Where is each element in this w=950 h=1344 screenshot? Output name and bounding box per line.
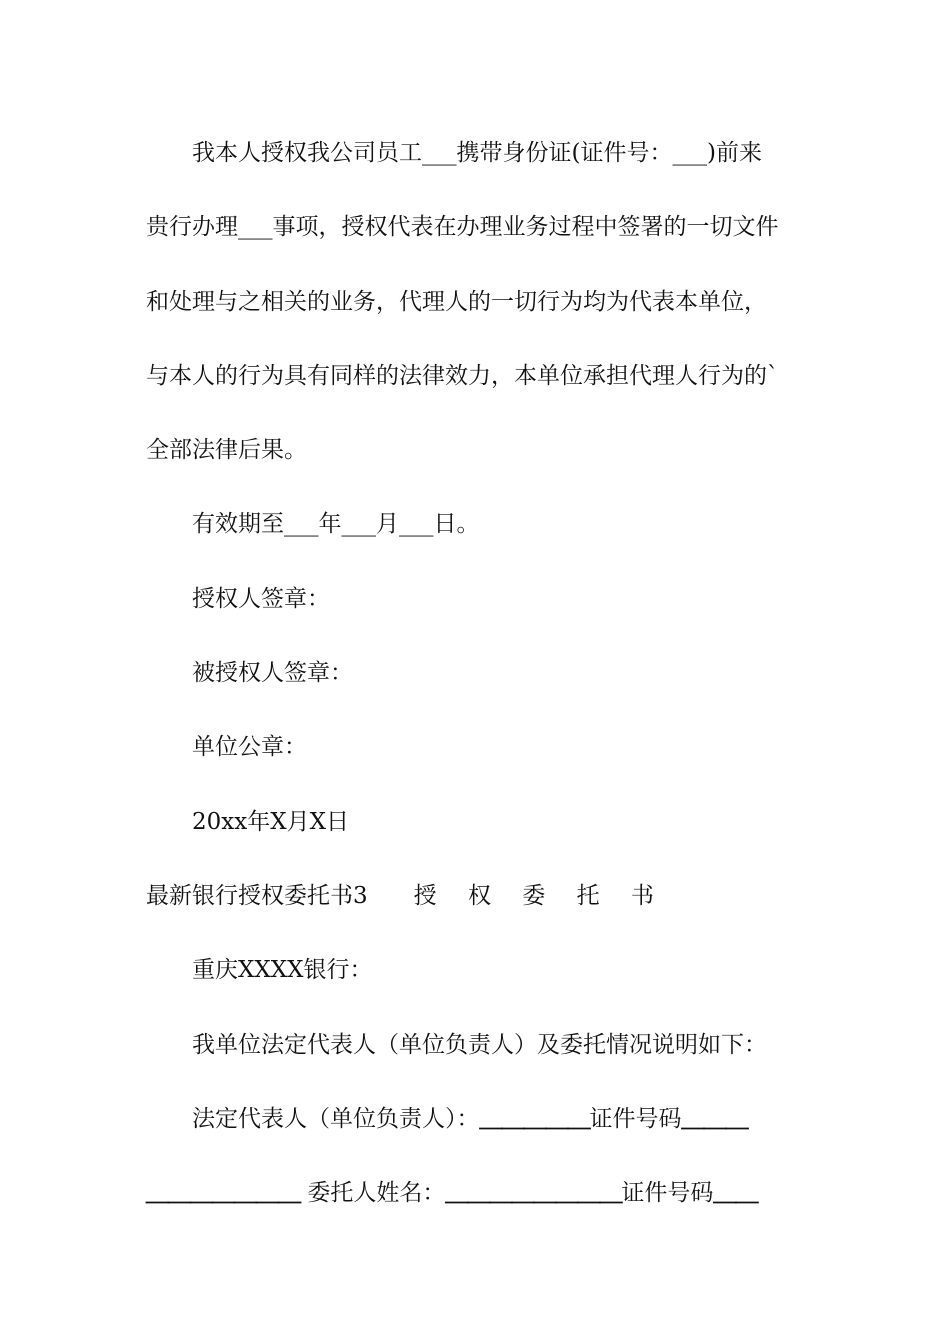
legal-rep-blank: ＿＿＿＿＿ [479,1105,590,1132]
trustee-name-blank: ＿＿＿＿＿＿＿＿ [445,1179,622,1206]
trustee-name-label: 委托人姓名： [307,1180,446,1206]
section-heading: 授 权 委 托 书 [413,883,666,909]
trustee-id-blank: ＿＿ [713,1179,758,1206]
legal-rep-line [192,1104,862,1134]
legal-rep-id-label: 证件号码 [589,1106,682,1132]
legal-rep-id-blank: ＿＿＿ [681,1105,748,1132]
trustee-id-label: 证件号码 [621,1180,714,1206]
validity-line: 有效期至___年___月___日。 [192,511,480,537]
section-title: 最新银行授权委托书3 [146,883,368,909]
unit-seal-line: 单位公章： [192,734,307,760]
date-line: 20xx年X月X日 [192,809,349,835]
legal-rep-label: 法定代表人（单位负责人）： [192,1106,480,1132]
section-title-line [146,881,816,911]
body-line-3: 和处理与之相关的业务，代理人的一切行为均为代表本单位， [146,289,767,315]
statement-line: 我单位法定代表人（单位负责人）及委托情况说明如下： [192,1032,767,1058]
authorizer-sign-line: 授权人签章： [192,586,330,612]
body-line-2: 贵行办理___事项，授权代表在办理业务过程中签署的一切文件 [146,214,779,240]
authorized-sign-line: 被授权人签章： [192,660,353,686]
trustee-line [146,1178,816,1208]
continued-blank: ＿＿＿＿＿＿＿ [146,1179,300,1206]
addressee-line: 重庆XXXX银行： [192,957,373,983]
body-line-5: 全部法律后果。 [146,437,307,463]
body-line-1: 我本人授权我公司员工___携带身份证(证件号：___)前来 [192,140,762,166]
body-line-4: 与本人的行为具有同样的法律效力，本单位承担代理人行为的` [146,363,779,389]
